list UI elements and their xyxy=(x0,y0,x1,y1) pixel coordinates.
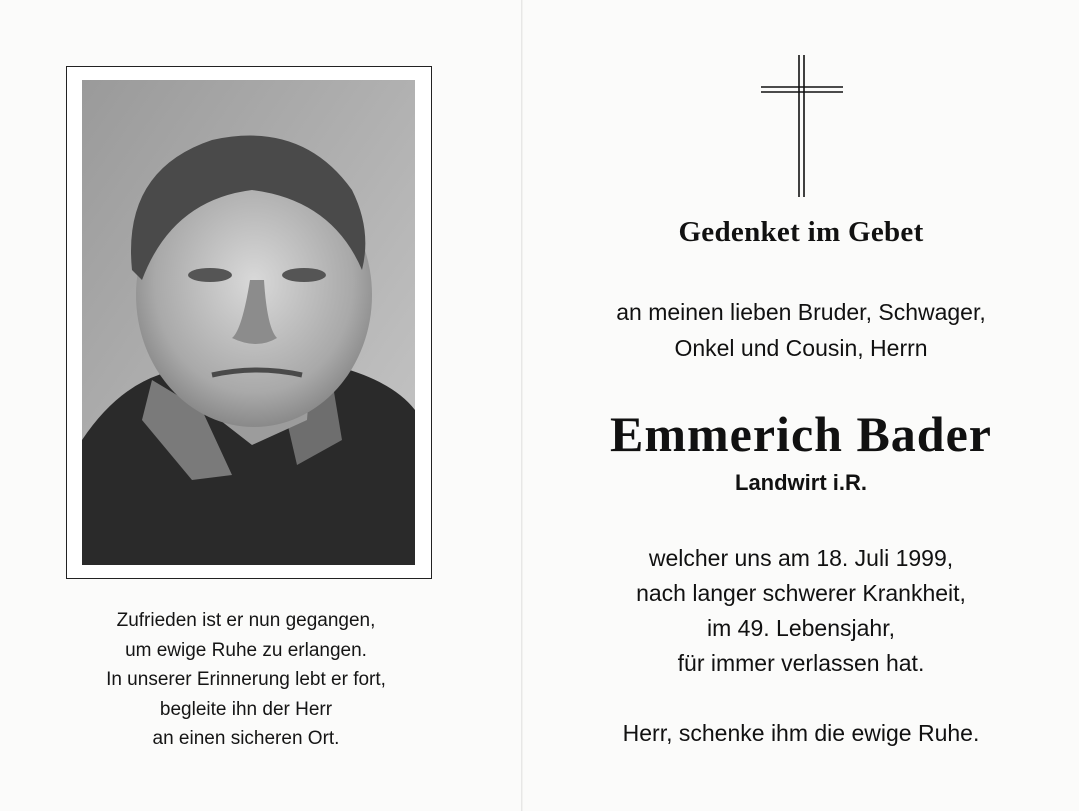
intro-text xyxy=(523,294,1079,366)
poem-line: an einen sicheren Ort. xyxy=(152,728,340,749)
notice-line: nach langer schwerer Krankheit, xyxy=(636,580,966,606)
portrait-photo xyxy=(82,80,415,565)
notice-line: welcher uns am 18. Juli 1999, xyxy=(648,545,954,571)
poem-line: begleite ihn der Herr xyxy=(159,698,333,720)
poem-line: In unserer Erinnerung lebt er fort, xyxy=(106,669,386,690)
deceased-title: Landwirt i.R. xyxy=(735,470,867,495)
poem xyxy=(60,606,432,754)
poem-line: um ewige Ruhe zu erlangen. xyxy=(125,639,367,661)
right-panel xyxy=(523,0,1079,811)
intro-line: Onkel und Cousin, Herrn xyxy=(674,335,928,361)
notice-line: im 49. Lebensjahr, xyxy=(707,615,895,641)
intro-line: an meinen lieben Bruder, Schwager, xyxy=(616,299,986,325)
closing-prayer: Herr, schenke ihm die ewige Ruhe. xyxy=(622,720,980,746)
notice-line: für immer verlassen hat. xyxy=(677,650,925,676)
death-notice xyxy=(523,541,1079,681)
heading: Gedenket im Gebet xyxy=(678,216,924,248)
cross-icon xyxy=(761,55,843,202)
deceased-name: Emmerich Bader xyxy=(610,406,992,462)
left-panel xyxy=(0,0,521,811)
photo-frame xyxy=(66,66,432,579)
poem-line: Zufrieden ist er nun gegangen, xyxy=(116,610,376,631)
portrait-image xyxy=(82,80,415,565)
